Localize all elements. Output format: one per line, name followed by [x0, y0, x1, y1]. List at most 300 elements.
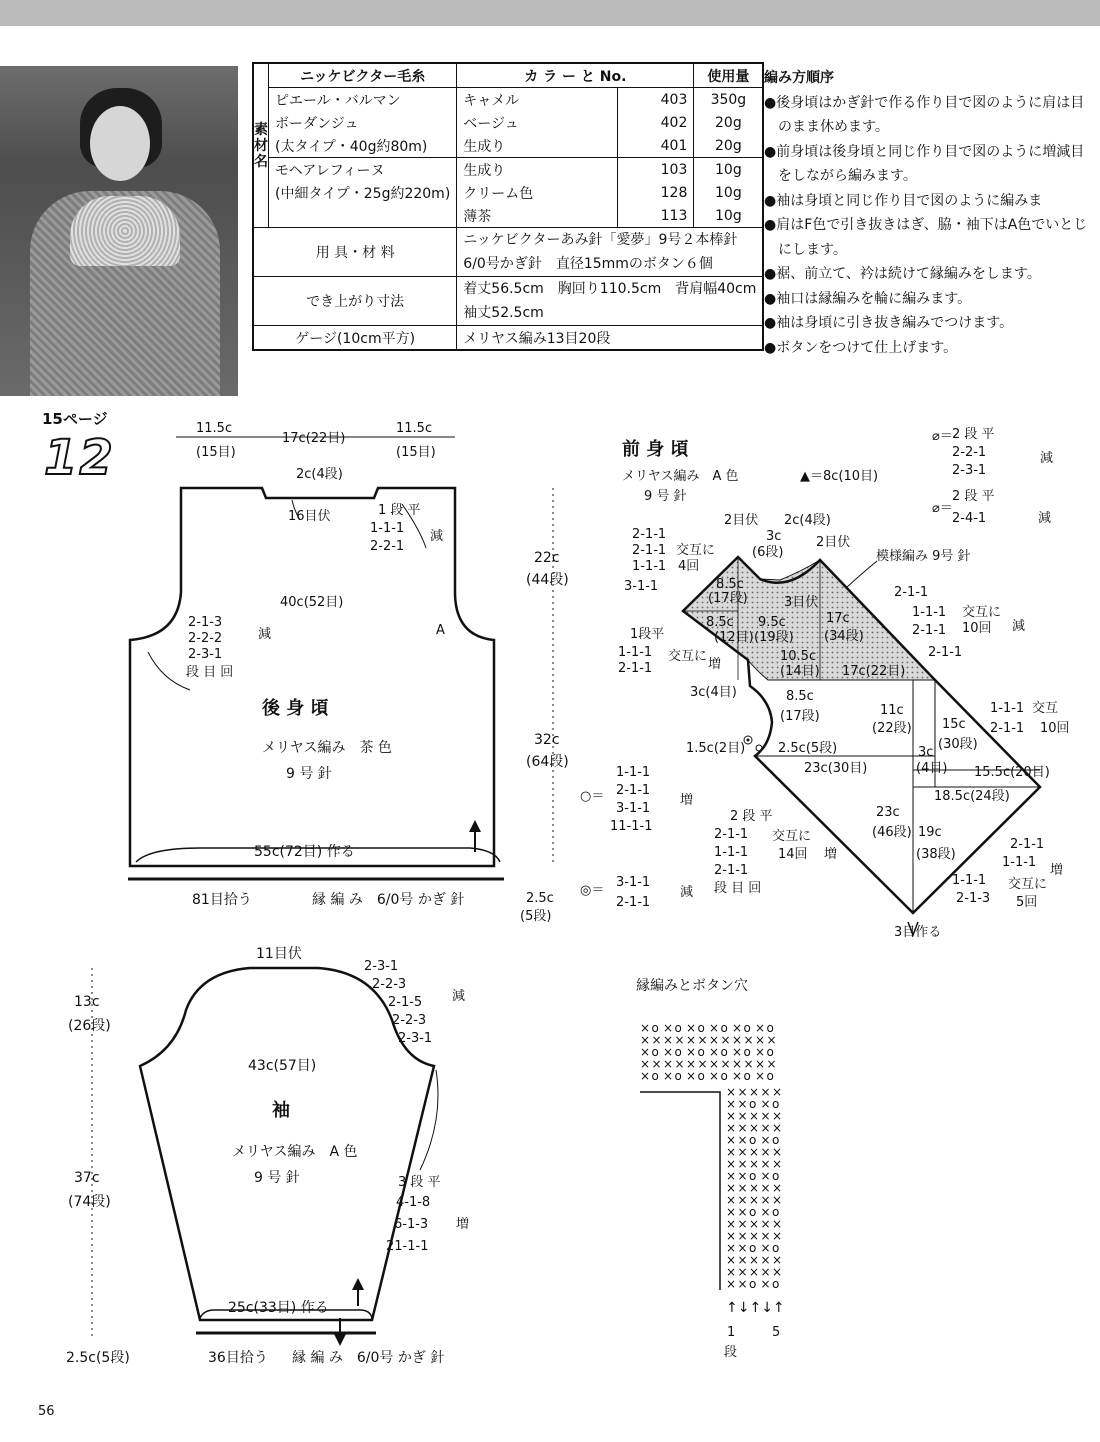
front-legend-2: 2 段 平: [952, 489, 995, 504]
stitch-symbol: ×: [737, 1193, 748, 1207]
front-label: 8.5c: [786, 689, 814, 704]
front-label: (6段): [752, 545, 784, 560]
front-lower-left: 2 段 平: [730, 809, 773, 824]
stitch-symbol: ×: [726, 1169, 737, 1183]
front-lower-left-note: 14回: [778, 847, 808, 862]
stitch-symbol: ×: [726, 1157, 737, 1171]
back-width-armhole: 40c(52目): [280, 595, 344, 610]
stitch-symbol: ×: [697, 1033, 708, 1047]
stitch-symbol: o: [651, 1021, 659, 1035]
sleeve-border: 2.5c(5段): [66, 1350, 130, 1366]
size-label: でき上がり寸法: [253, 277, 457, 326]
stitch-symbol: ×: [760, 1265, 771, 1279]
color-number: 128: [617, 181, 694, 204]
stitch-symbol: ×: [772, 1193, 783, 1207]
front-row1: 1段平: [630, 627, 665, 642]
stitch-symbol: ×: [760, 1253, 771, 1267]
back-row-label: 段 目 回: [186, 665, 234, 680]
back-body-diagram: [128, 421, 569, 924]
size-line-1: 着丈56.5cm 胸回り110.5cm 背肩幅40cm: [463, 281, 757, 297]
front-lower-right-label: 増: [1050, 863, 1064, 878]
stitch-symbol: ×: [749, 1109, 760, 1123]
stitch-symbol: o: [766, 1021, 774, 1035]
stitch-symbol: ×: [737, 1253, 748, 1267]
front-label: (14目): [780, 664, 820, 679]
front-circle-sym: ○＝: [580, 789, 605, 804]
stitch-symbol: ×: [772, 1253, 783, 1267]
front-title: 前 身 頃: [622, 439, 689, 460]
header-color: カ ラ ー と No.: [457, 63, 694, 88]
gauge-value: メリヤス編み13目20段: [457, 326, 764, 351]
front-label: (22段): [872, 721, 912, 736]
color-number: 402: [617, 111, 694, 134]
back-armhole-dec: 2-3-1: [188, 647, 223, 662]
front-legend-1: 2 段 平: [952, 427, 995, 442]
front-label: 2c(4段): [784, 513, 831, 528]
double-circle-mark: [747, 739, 750, 742]
stitch-symbol: ×: [640, 1033, 651, 1047]
back-needle: 9 号 針: [286, 766, 332, 782]
front-dec-right: 2-1-1: [894, 585, 929, 600]
front-label: 15c: [942, 717, 966, 732]
back-neck-dec: 1-1-1: [370, 521, 405, 536]
front-legend-1-label: 減: [1040, 451, 1054, 466]
stitch-symbol: ×: [726, 1217, 737, 1231]
back-neck-dec-label: 減: [430, 529, 444, 544]
stitch-symbol: ×: [726, 1265, 737, 1279]
back-border-rows: (5段): [520, 909, 552, 924]
stitch-symbol: o: [772, 1169, 780, 1183]
yarn-qty: 350g: [694, 88, 764, 112]
front-dec-left: 2-1-1: [632, 527, 667, 542]
stitch-symbol: ×: [640, 1069, 651, 1083]
stitch-symbol: ×: [749, 1085, 760, 1099]
front-legend-1: 2-2-1: [952, 445, 987, 460]
front-label: 8.5c: [716, 577, 744, 592]
sleeve-inc: 4-1-8: [396, 1195, 431, 1210]
front-label: 8.5c: [706, 615, 734, 630]
stitch-symbol: o: [743, 1021, 751, 1035]
stitch-symbol: ×: [686, 1057, 697, 1071]
stitch-symbol: ×: [772, 1181, 783, 1195]
stitch-symbol: ×: [737, 1157, 748, 1171]
stitch-symbol: ×: [640, 1057, 651, 1071]
stitch-symbol: ×: [726, 1205, 737, 1219]
stitch-symbol: ×: [674, 1033, 685, 1047]
sleeve-diagram: [66, 946, 469, 1366]
circle-mark: [756, 745, 762, 751]
stitch-symbol: o: [720, 1021, 728, 1035]
front-label: 19c: [918, 825, 942, 840]
stitch-symbol: ×: [726, 1133, 737, 1147]
stitch-symbol: o: [697, 1045, 705, 1059]
stitch-symbol: ×: [686, 1033, 697, 1047]
sleeve-cap-dec-label: 減: [452, 989, 466, 1004]
stitch-symbol: ×: [749, 1229, 760, 1243]
front-label: (34段): [824, 629, 864, 644]
edging-col-1: 1: [727, 1325, 736, 1340]
front-dec-right-note: 10回: [962, 621, 992, 636]
color-name: クリーム色: [457, 181, 617, 204]
stitch-symbol: ×: [726, 1109, 737, 1123]
step-item: ●裾、前立て、衿は続けて縁編みをします。: [764, 266, 1041, 282]
front-label: 10.5c: [780, 649, 817, 664]
sleeve-h-cap-rows: (26段): [68, 1018, 111, 1034]
front-pattern: 模様編み 9号 針: [876, 549, 971, 564]
front-stitch: メリヤス編み A 色: [622, 469, 739, 484]
yarn-qty: 10g: [694, 204, 764, 228]
stitch-symbol: o: [720, 1045, 728, 1059]
front-label: (38段): [916, 847, 956, 862]
front-dec-right-note: 交互に: [962, 605, 1002, 620]
back-pickup: 81目拾う: [192, 892, 252, 908]
stitch-symbol: o: [772, 1205, 780, 1219]
stitch-symbol: ×: [766, 1057, 777, 1071]
front-lower-right-note: 5回: [1016, 895, 1038, 910]
yarn-name: ボーダンジュ: [269, 111, 457, 134]
stitch-symbol: ×: [737, 1205, 748, 1219]
stitch-symbol: o: [749, 1097, 757, 1111]
front-lower-right: 2-1-3: [956, 891, 991, 906]
front-label: 3c: [766, 529, 782, 544]
stitch-symbol: ×: [709, 1045, 720, 1059]
sleeve-cap-dec: 2-3-1: [364, 959, 399, 974]
stitch-symbol: ×: [726, 1097, 737, 1111]
stitch-symbol: ×: [737, 1181, 748, 1195]
size-line-2: 袖丈52.5cm: [463, 305, 544, 321]
leader-line: [148, 652, 190, 690]
gauge-label: ゲージ(10cm平方): [253, 326, 457, 351]
sleeve-h-body: 37c: [74, 1170, 100, 1186]
stitch-symbol: ×: [720, 1033, 731, 1047]
stitch-symbol: ×: [726, 1193, 737, 1207]
stitch-symbol: ×: [772, 1229, 783, 1243]
front-legend-2-sym: ⌀＝: [932, 501, 953, 516]
stitch-symbol: ×: [732, 1033, 743, 1047]
stitch-symbol: ×: [772, 1157, 783, 1171]
back-edging: 縁 編 み 6/0号 かぎ 針: [312, 892, 465, 908]
back-top-center: 17c(22目): [282, 431, 346, 446]
front-lower-left: 2-1-1: [714, 863, 749, 878]
stitch-symbol: ×: [726, 1241, 737, 1255]
front-lower-right: 1-1-1: [1002, 855, 1037, 870]
back-outline: [130, 488, 494, 866]
front-dec-right: 2-1-1: [928, 645, 963, 660]
tools-line-1: ニッケビクターあみ針「愛夢」9号２本棒針: [463, 232, 738, 248]
stitch-symbol: ×: [640, 1021, 651, 1035]
front-label: 3c(4目): [690, 685, 737, 700]
front-label: 18.5c(24段): [934, 789, 1010, 804]
front-label: 23c(30目): [804, 761, 868, 776]
stitch-symbol: o: [697, 1021, 705, 1035]
stitch-symbol: ×: [737, 1145, 748, 1159]
sleeve-h-body-rows: (74段): [68, 1194, 111, 1210]
sleeve-bind: 11目伏: [256, 946, 302, 962]
back-color-mark: A: [436, 623, 445, 638]
step-item: ●ボタンをつけて仕上げます。: [764, 339, 958, 356]
stitch-symbol: ×: [760, 1133, 771, 1147]
front-label: (17段): [780, 709, 820, 724]
front-right2: 1-1-1: [990, 701, 1025, 716]
stitch-symbol: ×: [760, 1217, 771, 1231]
stitch-symbol: ×: [760, 1157, 771, 1171]
edging-chart: [636, 978, 785, 1360]
sleeve-inc: 21-1-1: [386, 1239, 429, 1254]
stitch-symbol: ×: [737, 1133, 748, 1147]
front-triangle-note: ▲＝8c(10目): [800, 469, 879, 484]
yarn-name: (中細タイプ・25g約220m): [269, 181, 457, 204]
back-top-right: 11.5c: [396, 421, 433, 436]
sleeve-inc-label: 増: [456, 1217, 470, 1232]
stitch-symbol: o: [743, 1069, 751, 1083]
front-label: 2目伏: [816, 535, 851, 550]
stitch-symbol: ×: [760, 1169, 771, 1183]
edging-corner-line: [640, 1092, 720, 1290]
stitch-symbol: ×: [749, 1265, 760, 1279]
front-cast-on: 3目作る: [894, 925, 942, 940]
front-dec-left: 1-1-1: [632, 559, 667, 574]
front-label: 2.5c(5段): [778, 741, 838, 756]
stitch-symbol: ×: [709, 1033, 720, 1047]
yarn-qty: 10g: [694, 181, 764, 204]
front-dbl-dec-label: 減: [680, 885, 694, 900]
front-label: 17c: [826, 611, 850, 626]
stitch-symbol: o: [772, 1241, 780, 1255]
stitch-symbol: ×: [726, 1181, 737, 1195]
back-neck-bind: 16目伏: [288, 509, 331, 524]
tools-line-2: 6/0号かぎ針 直径15mmのボタン６個: [463, 256, 713, 272]
stitch-symbol: o: [749, 1241, 757, 1255]
stitch-symbol: ×: [743, 1033, 754, 1047]
stitch-symbol: ×: [772, 1121, 783, 1135]
front-circle-inc: 3-1-1: [616, 801, 651, 816]
stitch-symbol: ×: [737, 1277, 748, 1291]
stitch-symbol: ×: [720, 1057, 731, 1071]
stitch-symbol: ×: [651, 1033, 662, 1047]
front-label: 15.5c(20目): [974, 765, 1050, 780]
front-label: (19段): [754, 630, 794, 645]
back-h-upper-rows: (44段): [526, 572, 569, 588]
yarn-name: (太タイプ・40g約80m): [269, 134, 457, 158]
stitch-symbol: ×: [755, 1045, 766, 1059]
front-dbl-dec: 3-1-1: [616, 875, 651, 890]
stitch-symbol: ×: [749, 1121, 760, 1135]
front-row1-note: 増: [708, 657, 722, 672]
step-item: ●袖は身頃に引き抜き編みでつけます。: [764, 315, 1014, 331]
edging-title: 縁編みとボタン穴: [636, 978, 748, 994]
sleeve-needle: 9 号 針: [254, 1170, 300, 1186]
color-number: 103: [617, 158, 694, 182]
stitch-symbol: ×: [709, 1021, 720, 1035]
back-h-lower: 32c: [534, 732, 560, 748]
leader-line: [846, 561, 877, 588]
front-dec-right-label: 減: [1012, 619, 1026, 634]
stitch-symbol: ×: [737, 1121, 748, 1135]
stitch-symbol: ×: [726, 1145, 737, 1159]
stitch-symbol: ×: [697, 1057, 708, 1071]
stitch-symbol: ×: [760, 1241, 771, 1255]
stitch-symbol: ×: [709, 1069, 720, 1083]
stitch-symbol: o: [749, 1169, 757, 1183]
stitch-symbol: o: [674, 1045, 682, 1059]
stitch-symbol: o: [749, 1277, 757, 1291]
stitch-symbol: ×: [726, 1229, 737, 1243]
front-legend-2-label: 減: [1038, 511, 1052, 526]
back-armhole-dec: 2-1-3: [188, 615, 223, 630]
front-label: (17段): [708, 591, 748, 606]
stitch-symbol: ×: [760, 1193, 771, 1207]
stitch-symbol: ×: [663, 1057, 674, 1071]
back-armhole-dec-label: 減: [258, 627, 272, 642]
materials-side-label: 素材名: [253, 63, 269, 228]
edging-row-label: 段: [724, 1345, 738, 1360]
back-cast-on: 55c(72目) 作る: [254, 844, 355, 860]
header-yarn: ニッケビクター毛糸: [269, 63, 457, 88]
stitch-symbol: ×: [772, 1145, 783, 1159]
front-label: 9.5c: [758, 615, 786, 630]
step-item: ●前身頃は後身頃と同じ作り目で図のように増減目をしながら編みます。: [764, 143, 1085, 184]
steps-title: 編み方順序: [764, 70, 834, 86]
stitch-symbol: ×: [772, 1085, 783, 1099]
front-label: 3c: [918, 745, 934, 760]
stitch-grid: [640, 1021, 782, 1291]
front-dec-left: 2-1-1: [632, 543, 667, 558]
stitch-symbol: ×: [726, 1253, 737, 1267]
front-lower-left: 1-1-1: [714, 845, 749, 860]
stitch-symbol: ×: [749, 1145, 760, 1159]
sleeve-cap-dec: 2-2-3: [392, 1013, 427, 1028]
sleeve-inc: 3 段 平: [398, 1175, 441, 1190]
stitch-symbol: ×: [749, 1253, 760, 1267]
front-label: 3目伏: [784, 595, 819, 610]
stitch-symbol: o: [772, 1277, 780, 1291]
sleeve-inc: 6-1-3: [394, 1217, 429, 1232]
yarn-name: モヘアレフィーヌ: [269, 158, 457, 182]
stitch-symbol: ×: [737, 1265, 748, 1279]
stitch-symbol: ×: [749, 1157, 760, 1171]
sleeve-cap-dec: 2-3-1: [398, 1031, 433, 1046]
direction-arrowhead: [469, 820, 481, 832]
edging-arrow-row: ↑↓↑↓↑: [726, 1300, 785, 1316]
color-name: 薄茶: [457, 204, 617, 228]
stitch-symbol: ×: [743, 1057, 754, 1071]
stitch-symbol: ×: [737, 1169, 748, 1183]
color-number: 401: [617, 134, 694, 158]
front-dec-left: 3-1-1: [624, 579, 659, 594]
stitch-symbol: ×: [663, 1021, 674, 1035]
back-neck-depth: 2c(4段): [296, 467, 343, 482]
stitch-symbol: ×: [760, 1229, 771, 1243]
front-circle-inc: 1-1-1: [616, 765, 651, 780]
front-dbl-sym: ◎＝: [580, 883, 605, 898]
front-right2-note: 交互: [1032, 701, 1059, 716]
stitch-symbol: ×: [732, 1021, 743, 1035]
sleeve-cap-dec: 2-1-5: [388, 995, 423, 1010]
stitch-symbol: ×: [760, 1277, 771, 1291]
stitch-symbol: ×: [686, 1069, 697, 1083]
front-label: (46段): [872, 825, 912, 840]
stitch-symbol: ×: [709, 1057, 720, 1071]
front-label: 17c(22目): [842, 664, 906, 679]
step-item: ●袖口は縁編みを輪に編みます。: [764, 290, 972, 307]
stitch-symbol: ×: [686, 1021, 697, 1035]
stitch-symbol: ×: [663, 1069, 674, 1083]
front-label: 1.5c(2目): [686, 741, 746, 756]
stitch-symbol: ×: [760, 1145, 771, 1159]
stitch-symbol: ×: [760, 1121, 771, 1135]
stitch-symbol: o: [651, 1069, 659, 1083]
stitch-symbol: ×: [760, 1097, 771, 1111]
color-name: キャメル: [457, 88, 617, 112]
back-h-lower-rows: (64段): [526, 754, 569, 770]
back-neck-dec: 2-2-1: [370, 539, 405, 554]
stitch-symbol: ×: [760, 1085, 771, 1099]
stitch-symbol: ×: [737, 1097, 748, 1111]
stitch-symbol: o: [772, 1097, 780, 1111]
front-circle-inc-label: 増: [680, 793, 694, 808]
color-number: 403: [617, 88, 694, 112]
yarn-qty: 10g: [694, 158, 764, 182]
front-lower-left-label: 増: [824, 847, 838, 862]
stitch-symbol: ×: [640, 1045, 651, 1059]
front-row-label: 段 目 回: [714, 881, 762, 896]
stitch-symbol: ×: [737, 1229, 748, 1243]
stitch-symbol: ×: [737, 1217, 748, 1231]
color-name: 生成り: [457, 134, 617, 158]
stitch-symbol: ×: [755, 1057, 766, 1071]
front-lower-left: 2-1-1: [714, 827, 749, 842]
back-armhole-dec: 2-2-2: [188, 631, 223, 646]
back-top-left-sts: (15目): [196, 445, 236, 460]
front-legend-1-sym: ⌀＝: [932, 429, 953, 444]
back-top-right-sts: (15目): [396, 445, 436, 460]
sleeve-stitch: メリヤス編み A 色: [232, 1144, 358, 1160]
sleeve-cast-on: 25c(33目) 作る: [228, 1300, 329, 1316]
stitch-symbol: ×: [772, 1265, 783, 1279]
sleeve-arrowhead: [334, 1334, 346, 1346]
front-dec-left-note: 交互に: [676, 543, 716, 558]
stitch-symbol: ×: [726, 1085, 737, 1099]
stitch-symbol: ×: [749, 1193, 760, 1207]
front-lower-right-note: 交互に: [1008, 877, 1048, 892]
stitch-symbol: ×: [755, 1033, 766, 1047]
stitch-symbol: o: [766, 1069, 774, 1083]
stitch-symbol: o: [720, 1069, 728, 1083]
sleeve-cap-dec: 2-2-3: [372, 977, 407, 992]
tools-label: 用 具・材 料: [253, 228, 457, 277]
stitch-symbol: ×: [726, 1121, 737, 1135]
sleeve-pickup: 36目拾う: [208, 1350, 268, 1366]
stitch-symbol: o: [766, 1045, 774, 1059]
stitch-symbol: ×: [674, 1057, 685, 1071]
stitch-symbol: ×: [772, 1217, 783, 1231]
yarn-qty: 20g: [694, 111, 764, 134]
stitch-symbol: ×: [732, 1057, 743, 1071]
stitch-symbol: ×: [732, 1069, 743, 1083]
color-name: ベージュ: [457, 111, 617, 134]
front-legend-1: 2-3-1: [952, 463, 987, 478]
stitch-symbol: o: [749, 1205, 757, 1219]
back-top-left: 11.5c: [196, 421, 233, 436]
stitch-symbol: ×: [749, 1217, 760, 1231]
front-right2-note: 10回: [1040, 721, 1070, 736]
stitch-symbol: ×: [772, 1109, 783, 1123]
back-stitch: メリヤス編み 茶 色: [262, 740, 392, 756]
stitch-symbol: ×: [737, 1109, 748, 1123]
step-item: ●肩はF色で引き抜きはぎ、脇・袖下はA色でいとじにします。: [764, 217, 1088, 258]
yarn-qty: 20g: [694, 134, 764, 158]
step-item: ●袖は身頃と同じ作り目で図のように編みま: [764, 192, 1043, 209]
